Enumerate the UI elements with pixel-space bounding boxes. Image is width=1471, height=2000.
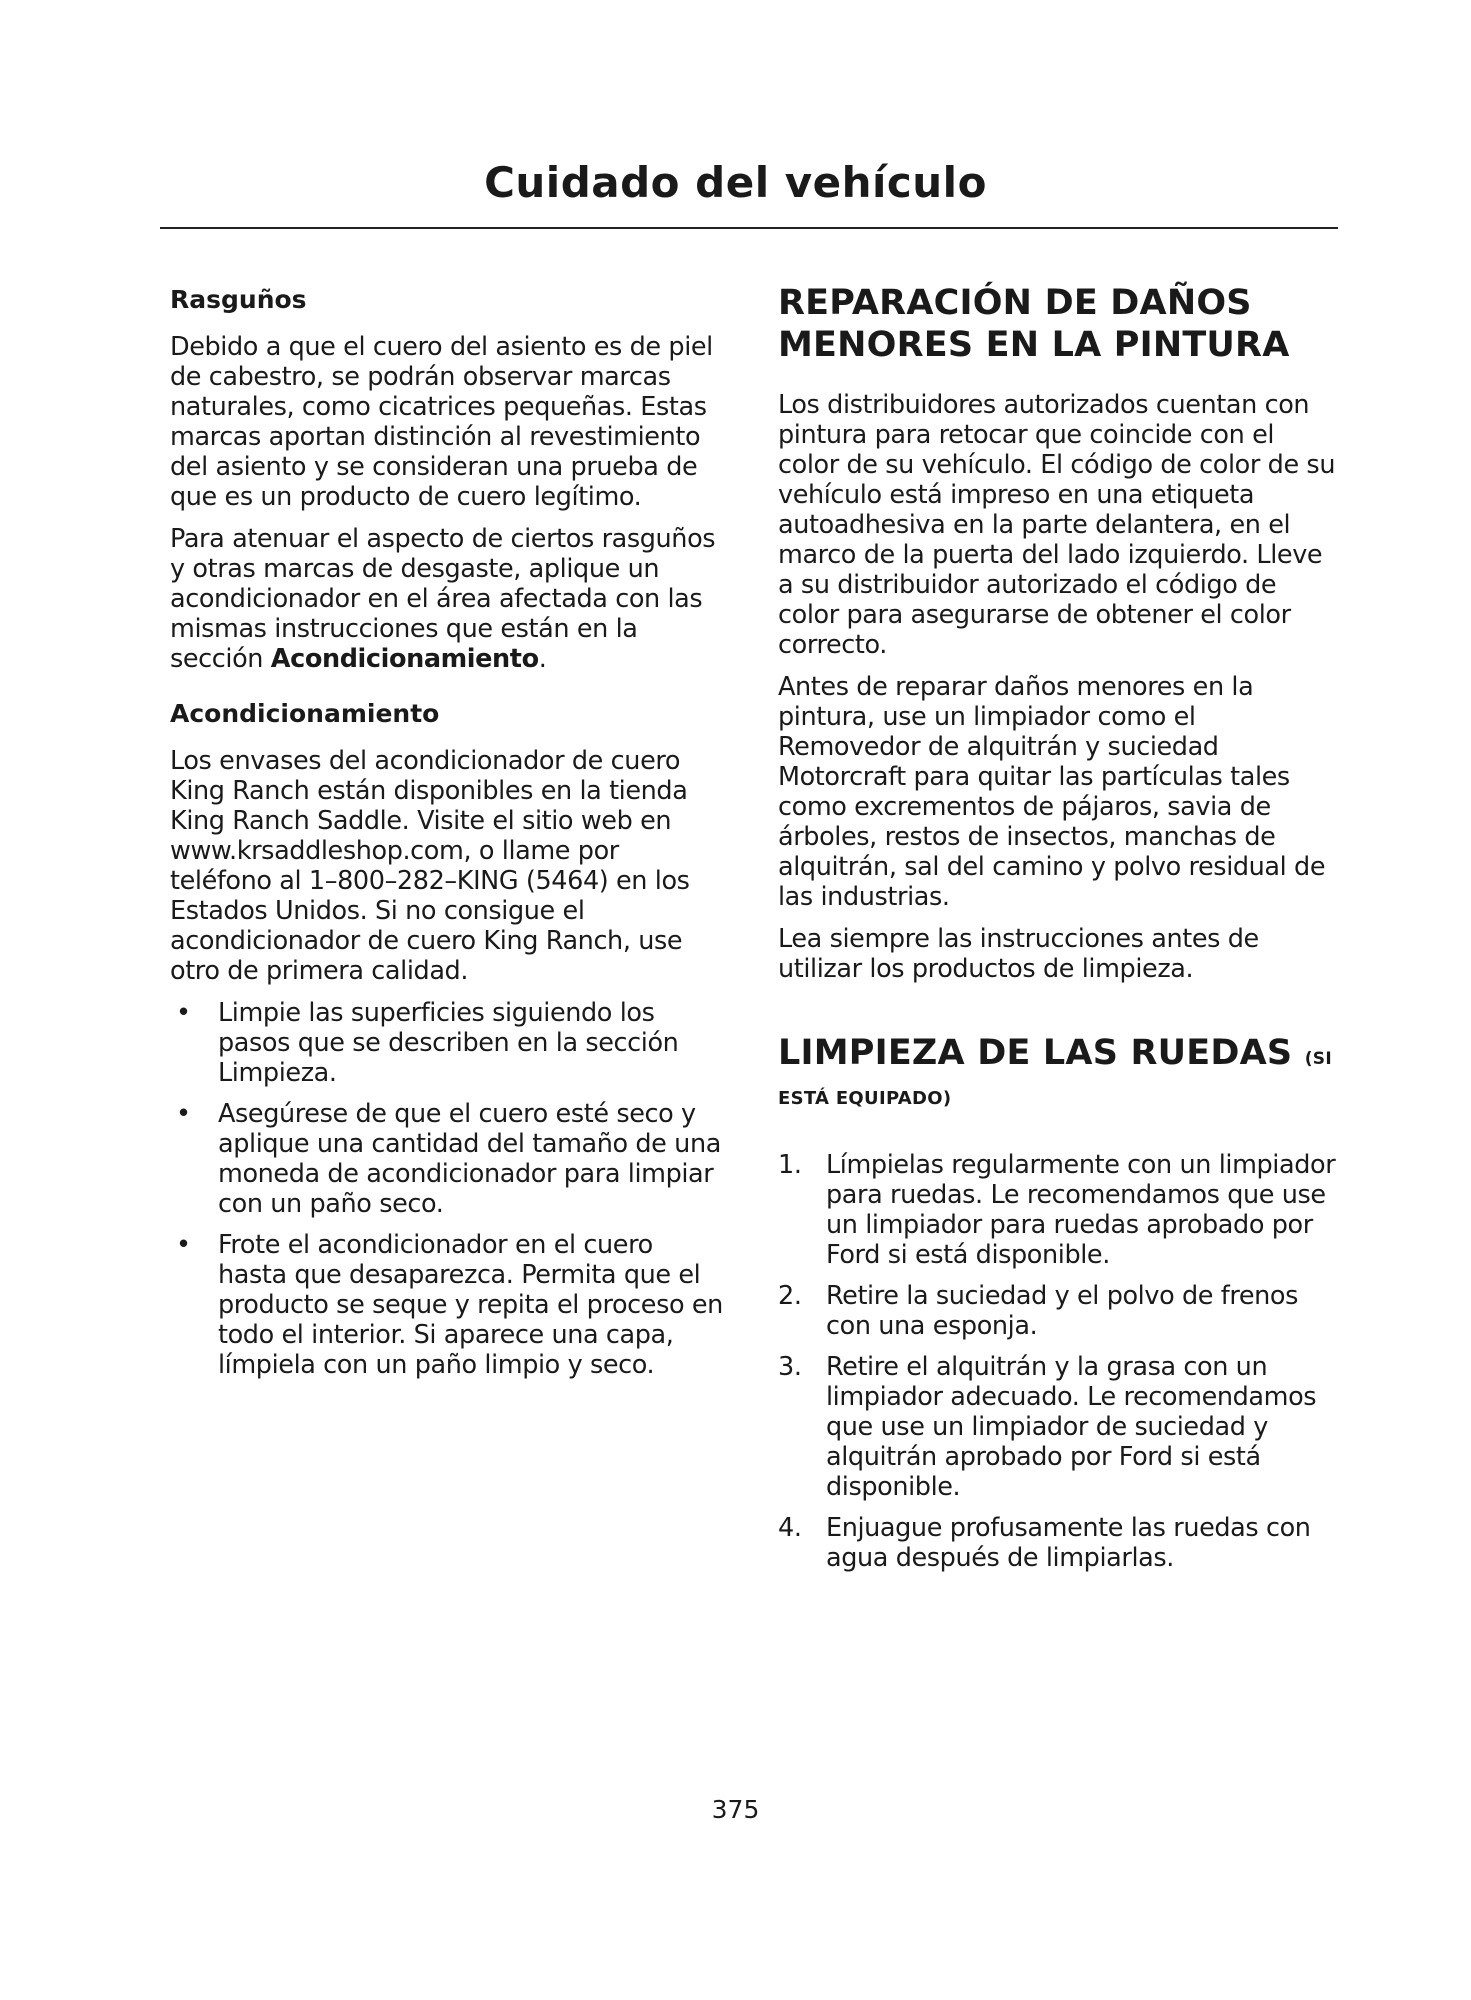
right-column xyxy=(778,282,1338,1584)
wheel-cleaning-steps xyxy=(778,1150,1338,1573)
list-item-text: Retire la suciedad y el polvo de frenos con una esponja. xyxy=(826,1281,1298,1341)
step-number: 2. xyxy=(778,1281,802,1311)
heading-acondicionamiento: Acondicionamiento xyxy=(170,699,440,728)
list-item xyxy=(778,1150,1338,1270)
list-item xyxy=(170,1230,725,1380)
paragraph-rasgunos-2-text: Para atenuar el aspecto de ciertos rasguños y otras marcas de desgaste, aplique un acondicionador en el área afectada con las mismas instrucciones que están en la sección xyxy=(170,524,716,674)
paragraph-reparacion-2: Antes de reparar daños menores en la pintura, use un limpiador como el Removedor de alquitrán y suciedad Motorcraft para quitar las partículas tales como excrementos de pájaros, savia de árboles, restos de insectos, manchas de alquitrán, sal del camino y polvo residual de las industrias. xyxy=(778,672,1326,912)
heading-reparacion: REPARACIÓN DE DAÑOS MENORES EN LA PINTURA xyxy=(778,283,1290,365)
list-item-text: Asegúrese de que el cuero esté seco y aplique una cantidad del tamaño de una moneda de acondicionador para limpiar con un paño seco. xyxy=(218,1099,721,1219)
bullet-marker: • xyxy=(176,1099,191,1129)
bullet-marker: • xyxy=(176,1230,191,1260)
step-number: 1. xyxy=(778,1150,802,1180)
page-title: Cuidado del vehículo xyxy=(484,158,987,207)
list-item xyxy=(778,1352,1338,1502)
heading-limpieza-suffix: (SI xyxy=(1304,1049,1332,1069)
title-divider xyxy=(160,227,1338,229)
step-number: 3. xyxy=(778,1352,802,1382)
paragraph-rasgunos-2-end: . xyxy=(538,644,547,674)
list-item xyxy=(170,1099,725,1219)
step-number: 4. xyxy=(778,1513,802,1543)
list-item-text: Retire el alquitrán y la grasa con un limpiador adecuado. Le recomendamos que use un limpiador de suciedad y alquitrán aprobado por Ford si está disponible. xyxy=(826,1352,1317,1502)
paragraph-reparacion-3: Lea siempre las instrucciones antes de utilizar los productos de limpieza. xyxy=(778,924,1259,984)
list-item xyxy=(778,1281,1338,1341)
paragraph-rasgunos-1: Debido a que el cuero del asiento es de piel de cabestro, se podrán observar marcas naturales, como cicatrices pequeñas. Estas marcas aportan distinción al revestimiento del asiento y se consideran una prueba de que es un producto de cuero legítimo. xyxy=(170,332,713,512)
list-item-text: Frote el acondicionador en el cuero hasta que desaparezca. Permita que el producto se seque y repita el proceso en todo el interior. Si aparece una capa, límpiela con un paño limpio y seco. xyxy=(218,1230,723,1380)
list-item-text: Límpielas regularmente con un limpiador para ruedas. Le recomendamos que use un limpiador para ruedas aprobado por Ford si está disponible. xyxy=(826,1150,1336,1270)
left-column xyxy=(170,282,725,1391)
paragraph-reparacion-1: Los distribuidores autorizados cuentan con pintura para retocar que coincide con el color de su vehículo. El código de color de su vehículo está impreso en una etiqueta autoadhesiva en la parte delantera, en el marco de la puerta del lado izquierdo. Lleve a su distribuidor autorizado el código de color para asegurarse de obtener el color correcto. xyxy=(778,390,1336,660)
list-item xyxy=(778,1513,1338,1573)
section-reference-acondicionamiento: Acondicionamiento xyxy=(270,644,539,674)
paragraph-rasgunos-2 xyxy=(170,524,725,674)
list-item-text: Enjuague profusamente las ruedas con agua después de limpiarlas. xyxy=(826,1513,1311,1573)
page-number: 375 xyxy=(711,1795,760,1824)
paragraph-acondicionamiento-1: Los envases del acondicionador de cuero King Ranch están disponibles en la tienda King Ranch Saddle. Visite el sitio web en www.krsaddleshop.com, o llame por teléfono al 1–800–282–KING (5464) en los Estados Unidos. Si no consigue el acondicionador de cuero King Ranch, use otro de primera calidad. xyxy=(170,746,690,986)
heading-limpieza-ruedas-text: LIMPIEZA DE LAS RUEDAS xyxy=(778,1033,1293,1073)
conditioning-bullet-list xyxy=(170,998,725,1380)
heading-rasgunos: Rasguños xyxy=(170,285,307,314)
heading-limpieza-cont: ESTÁ EQUIPADO) xyxy=(778,1088,952,1109)
list-item xyxy=(170,998,725,1088)
heading-limpieza-ruedas xyxy=(778,1032,1338,1080)
bullet-marker: • xyxy=(176,998,191,1028)
list-item-text: Limpie las superficies siguiendo los pasos que se describen en la sección Limpieza. xyxy=(218,998,679,1088)
